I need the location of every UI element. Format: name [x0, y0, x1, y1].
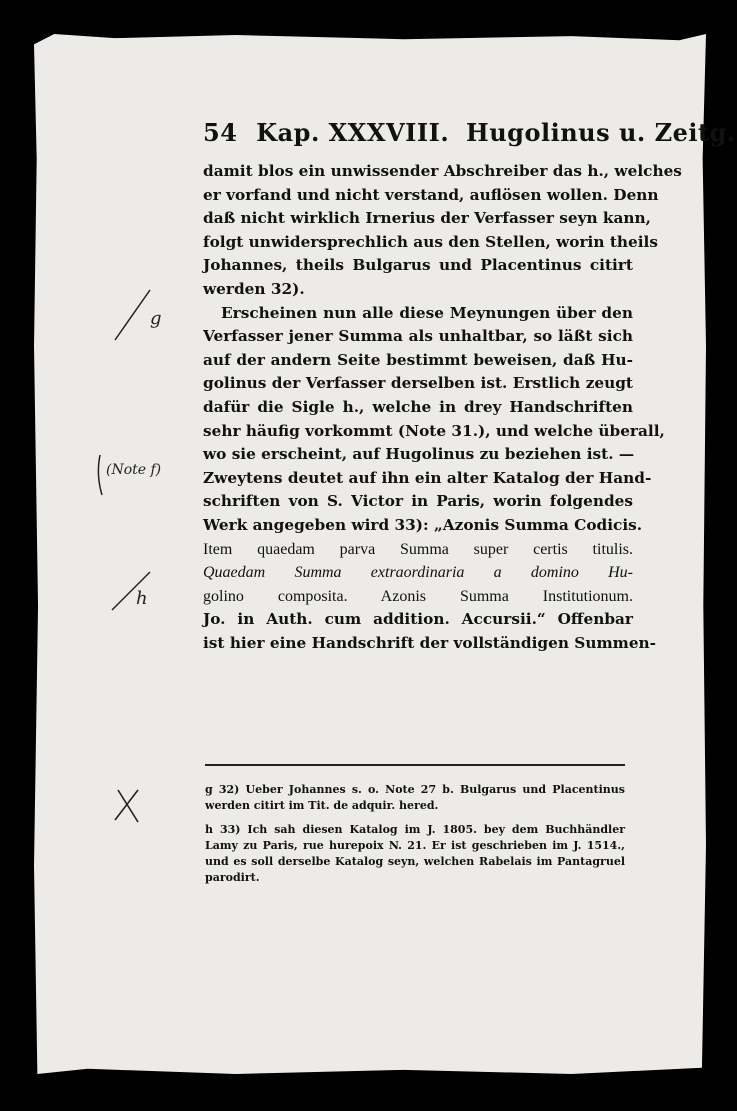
body-line: Zweytens deutet auf ihn ein alter Katalog der Hand-	[203, 468, 652, 487]
body-line: folgt unwidersprechlich aus den Stellen, worin theils	[203, 232, 658, 251]
body-line: Werk angegeben wird 33): „Azonis Summa Codicis.	[203, 515, 643, 534]
body-line: sehr häufig vorkommt (Note 31.), und welche überall,	[203, 421, 665, 440]
margin-x-mark	[115, 790, 138, 822]
footnote-line: h 33) Ich sah diesen Katalog im J. 1805. bey dem Buchhändler	[205, 823, 625, 836]
margin-slash-g	[115, 290, 150, 340]
footnote-line: werden citirt im Tit. de adquir. hered.	[205, 799, 439, 812]
body-line: ist hier eine Handschrift der vollständigen Summen-	[203, 633, 657, 652]
body-line: Johannes, theils Bulgarus und Placentinus citirt	[203, 256, 633, 275]
body-line: Jo. in Auth. cum addition. Accursii.“ Offenbar	[203, 610, 633, 629]
body-line: werden 32).	[203, 279, 305, 298]
body-line: damit blos ein unwissender Abschreiber das h., welches	[203, 162, 682, 180]
body-line: Verfasser jener Summa als unhaltbar, so läßt sich	[203, 327, 633, 346]
margin-note-h: h	[136, 588, 148, 609]
margin-paren	[98, 455, 102, 495]
body-line-latin: Item quaedam parva Summa super certis titulis.	[203, 540, 633, 558]
page-number: 54	[203, 118, 238, 147]
running-title: Hugolinus u. Zeitg.	[466, 118, 736, 147]
footnote-line: und es soll derselbe Katalog seyn, welchen Rabelais im Pantagruel	[205, 855, 625, 868]
body-line-latin-italic: Quaedam Summa extraordinaria a domino Hu-	[203, 564, 633, 582]
footnote-line: Lamy zu Paris, rue hurepoix N. 21. Er ist geschrieben im J. 1514.,	[205, 839, 625, 852]
margin-note-f: (Note f)	[106, 462, 162, 478]
body-line: daß nicht wirklich Irnerius der Verfasser seyn kann,	[203, 209, 651, 228]
body-line: schriften von S. Victor in Paris, worin folgendes	[203, 492, 633, 511]
body-line: er vorfand und nicht verstand, auflösen wollen. Denn	[203, 185, 659, 204]
body-line: dafür die Sigle h., welche in drey Handschriften	[203, 397, 633, 416]
margin-note-g: g	[150, 308, 162, 329]
footnote-line: parodirt.	[205, 871, 260, 884]
chapter-label: Kap. XXXVIII.	[256, 118, 450, 147]
body-line-latin: golino composita. Azonis Summa Institutionum.	[203, 587, 633, 605]
body-line: wo sie erscheint, auf Hugolinus zu beziehen ist. —	[203, 445, 635, 464]
body-line: golinus der Verfasser derselben ist. Erstlich zeugt	[203, 374, 633, 393]
body-line: Erscheinen nun alle diese Meynungen über den	[221, 303, 633, 322]
footnote-line: g 32) Ueber Johannes s. o. Note 27 b. Bulgarus und Placentinus	[205, 783, 625, 796]
body-line: auf der andern Seite bestimmt beweisen, daß Hu-	[203, 350, 633, 369]
